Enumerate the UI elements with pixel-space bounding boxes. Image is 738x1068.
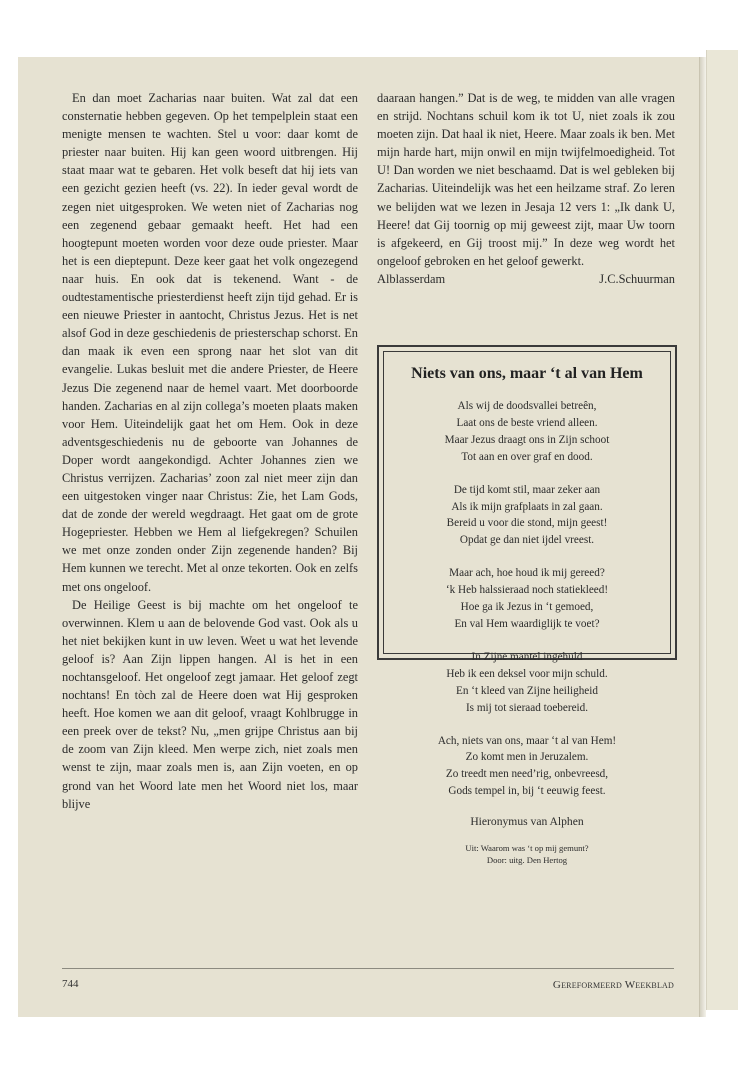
- poem-stanza: [384, 649, 670, 717]
- poem-line: ‘k Heb halssieraad noch statiekleed!: [445, 584, 609, 597]
- footer-rule: [62, 968, 674, 969]
- paragraph: De Heilige Geest is bij machte om het ongeloof te overwinnen. Klem u aan de belovende God vast. Ook als u het niet bekijken kunt in uw leven. Weet u wat het levende geloof is? Aan Zijn lippen hangen. Al is het in een nochtansgeloof. Het ongeloof zegt jamaar. Het geloof zegt nochtans! En tòch zal de Heere doen wat Hij gesproken heeft. Hoe komen we aan dit geloof, vraagt Kohlbrugge in een preek over de tekst? Nu, „men grijpe Christus aan bij de zoom van Zijn kleed. Men werpe zich, niet zoals men wenst te zijn, maar zoals men is, aan Zijn voeten, en op grond van het Woord late men het Woord niet los, maar blijve: [62, 597, 358, 811]
- poem-stanza: [384, 398, 670, 466]
- signature-place: Alblasserdam: [377, 271, 446, 286]
- poem-line: Als ik mijn grafplaats in zal gaan.: [451, 500, 603, 513]
- poem-credit-source: Uit: Waarom was ‘t op mij gemunt?: [465, 843, 589, 854]
- signature-author: J.C.Schuurman: [599, 271, 675, 286]
- paragraph: En dan moet Zacharias naar buiten. Wat zal dat een consternatie hebben gegeven. Op het tempelplein staat een menigte mensen te wachten. Stel u voor: daar komt de priester naar buiten. Hij kan geen woord uitbrengen. Hij staat maar wat te gebaren. Het volk beseft dat hij iets van een gezicht gezien heeft (vs. 22). In ieder geval wordt de zegen niet uitgesproken. We weten niet of Zacharias nog een zegenend gebaar gemaakt heeft. Het had een hoogtepunt moeten worden voor deze oude priester. Maar het is een dieptepunt. Deze keer gaat het volk ongezegend naar huis. En ook dat is tekenend. Want - de oudtestamentische priesterdienst heeft zijn tijd gehad. Er is een nieuwe Priester in aantocht, Christus Jezus. Het is net alsof God in deze geschiedenis de priesterschap schorst. En dan maak ik even een sprong naar het slot van dit evangelie. Lukas besluit met die andere Priester, de Heere Jezus Die zegenend naar de hemel vaart. Met doorboorde handen. Zacharias en al zijn collega’s moeten plaats maken voor Hem. Uiteindelijk gaat het om Hem. Ook in deze adventsgeschiedenis nu de geboorte van Johannes de Doper wordt aangekondigd. Achter Johannes zien we Christus verrijzen. Zacharias’ zoon zal niet meer zijn dan een uitgestoken vinger naar Christus: Zie, het Lam Gods, dat de zonde der wereld wegdraagt. Het gaat om de grote Hogepriester. Hebben we Hem al liefgekregen? Schuilen we met onze zonden onder Zijn zegenende handen? Bij Hem kunnen we terecht. Met al onze tekorten. Ook en zelfs met ons ongeloof.: [62, 91, 358, 594]
- poem-line: De tijd komt stil, maar zeker aan: [453, 483, 601, 496]
- poem-line: Ach, niets van ons, maar ‘t al van Hem!: [437, 734, 617, 747]
- poem-line: Bereid u voor die stond, mijn geest!: [446, 517, 608, 530]
- paragraph: daaraan hangen.” Dat is de weg, te midden van alle vragen en strijd. Nochtans schuil kom ik tot U, niet zoals ik zou moeten zijn. Dat haal ik niet, Heere. Maar zoals ik ben. Met mijn harde hart, mijn onwil en mijn twijfelmoedigheid. Tot U! Dan worden we niet beschaamd. Dat is wel gebleken bij Zacharias. Uiteindelijk was het een heilzame straf. Zo leren we belijden wat we lezen in Jesaja 12 vers 1: „Ik dank U, Heere! dat Gij toornig op mij geweest zijt, maar Uw toorn is afgekeerd, en Gij troost mij.” In deze weg wordt het ongeloof gebroken en het geloof gewerkt.: [377, 91, 675, 268]
- poem-line: Tot aan en over graf en dood.: [461, 450, 593, 463]
- journal-name: Gereformeerd Weekblad: [552, 979, 674, 991]
- poem-line: In Zijne mantel ingehuld: [471, 650, 583, 663]
- poem-author: Hieronymus van Alphen: [470, 815, 584, 829]
- poem-line: Als wij de doodsvallei betreên,: [457, 400, 597, 412]
- poem-stanza: [384, 733, 670, 801]
- poem-stanza: [384, 482, 670, 550]
- poem-line: Heb ik een deksel voor mijn schuld.: [446, 667, 608, 680]
- poem-line: Is mij tot sieraad toebereid.: [465, 701, 589, 714]
- poem-stanza: [384, 565, 670, 633]
- right-text-column: [377, 89, 675, 288]
- poem-credit: [384, 842, 670, 866]
- adjacent-page-edge: [706, 50, 738, 1010]
- page-binding-shadow: [699, 57, 706, 1017]
- poem-line: Zo treedt men need’rig, onbevreesd,: [445, 768, 609, 781]
- poem-line: Maar Jezus draagt ons in Zijn schoot: [444, 433, 610, 446]
- poem-line: Zo komt men in Jeruzalem.: [465, 751, 589, 764]
- poem-line: Laat ons de beste vriend alleen.: [456, 416, 598, 429]
- poem-line: Maar ach, hoe houd ik mij gereed?: [449, 567, 605, 580]
- poem-credit-publisher: Door: uitg. Den Hertog: [486, 855, 568, 866]
- poem-line: Hoe ga ik Jezus in ‘t gemoed,: [460, 601, 594, 614]
- left-text-column: [62, 89, 358, 813]
- poem-line: Gods tempel in, bij ‘t eeuwig feest.: [448, 785, 606, 798]
- signature-line: [377, 270, 675, 288]
- poem-line: Opdat ge dan niet ijdel vreest.: [459, 534, 595, 547]
- page-number: 744: [62, 978, 79, 990]
- poem-line: En ‘t kleed van Zijne heiligheid: [456, 684, 598, 697]
- poem-title: Niets van ons, maar ‘t al van Hem: [411, 365, 643, 382]
- poem-line: En val Hem waardiglijk te voet?: [454, 617, 600, 630]
- poem-inner-frame: [383, 351, 671, 866]
- poem-box: [377, 345, 677, 866]
